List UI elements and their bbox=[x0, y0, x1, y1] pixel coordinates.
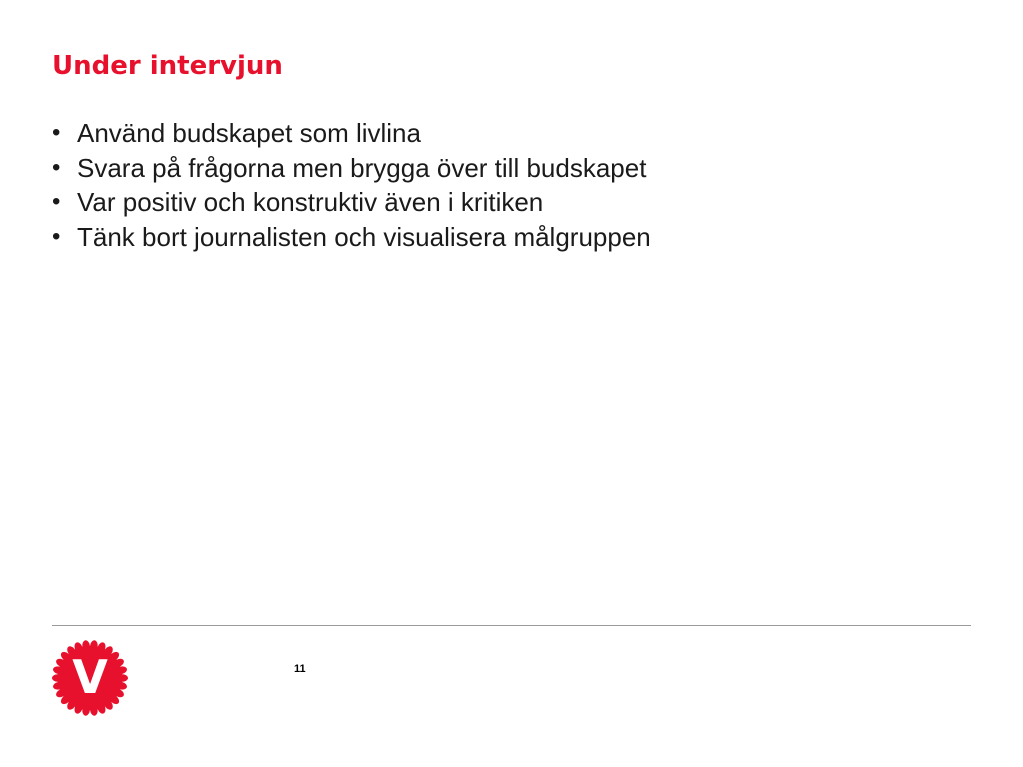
page-number: 11 bbox=[294, 663, 306, 675]
list-item bbox=[52, 116, 692, 151]
bullet-text: Svara på frågorna men brygga över till budskapet bbox=[77, 152, 647, 183]
bullet-icon: • bbox=[52, 153, 61, 181]
bullet-icon: • bbox=[52, 119, 61, 146]
slide-title: Under intervjun bbox=[52, 51, 283, 81]
list-item bbox=[52, 185, 692, 220]
list-item bbox=[52, 220, 692, 255]
bullet-icon: • bbox=[52, 222, 61, 250]
bullet-text: Tänk bort journalisten och visualisera målgruppen bbox=[77, 221, 651, 252]
bullet-text: Var positiv och konstruktiv även i kritiken bbox=[77, 187, 544, 217]
footer-divider bbox=[52, 625, 971, 626]
bullet-list bbox=[52, 116, 692, 254]
bullet-icon: • bbox=[52, 188, 61, 215]
list-item bbox=[52, 151, 692, 186]
vansterpartiet-logo-icon bbox=[50, 638, 130, 718]
logo-letter: V bbox=[72, 650, 108, 704]
bullet-text: Använd budskapet som livlina bbox=[77, 118, 421, 148]
